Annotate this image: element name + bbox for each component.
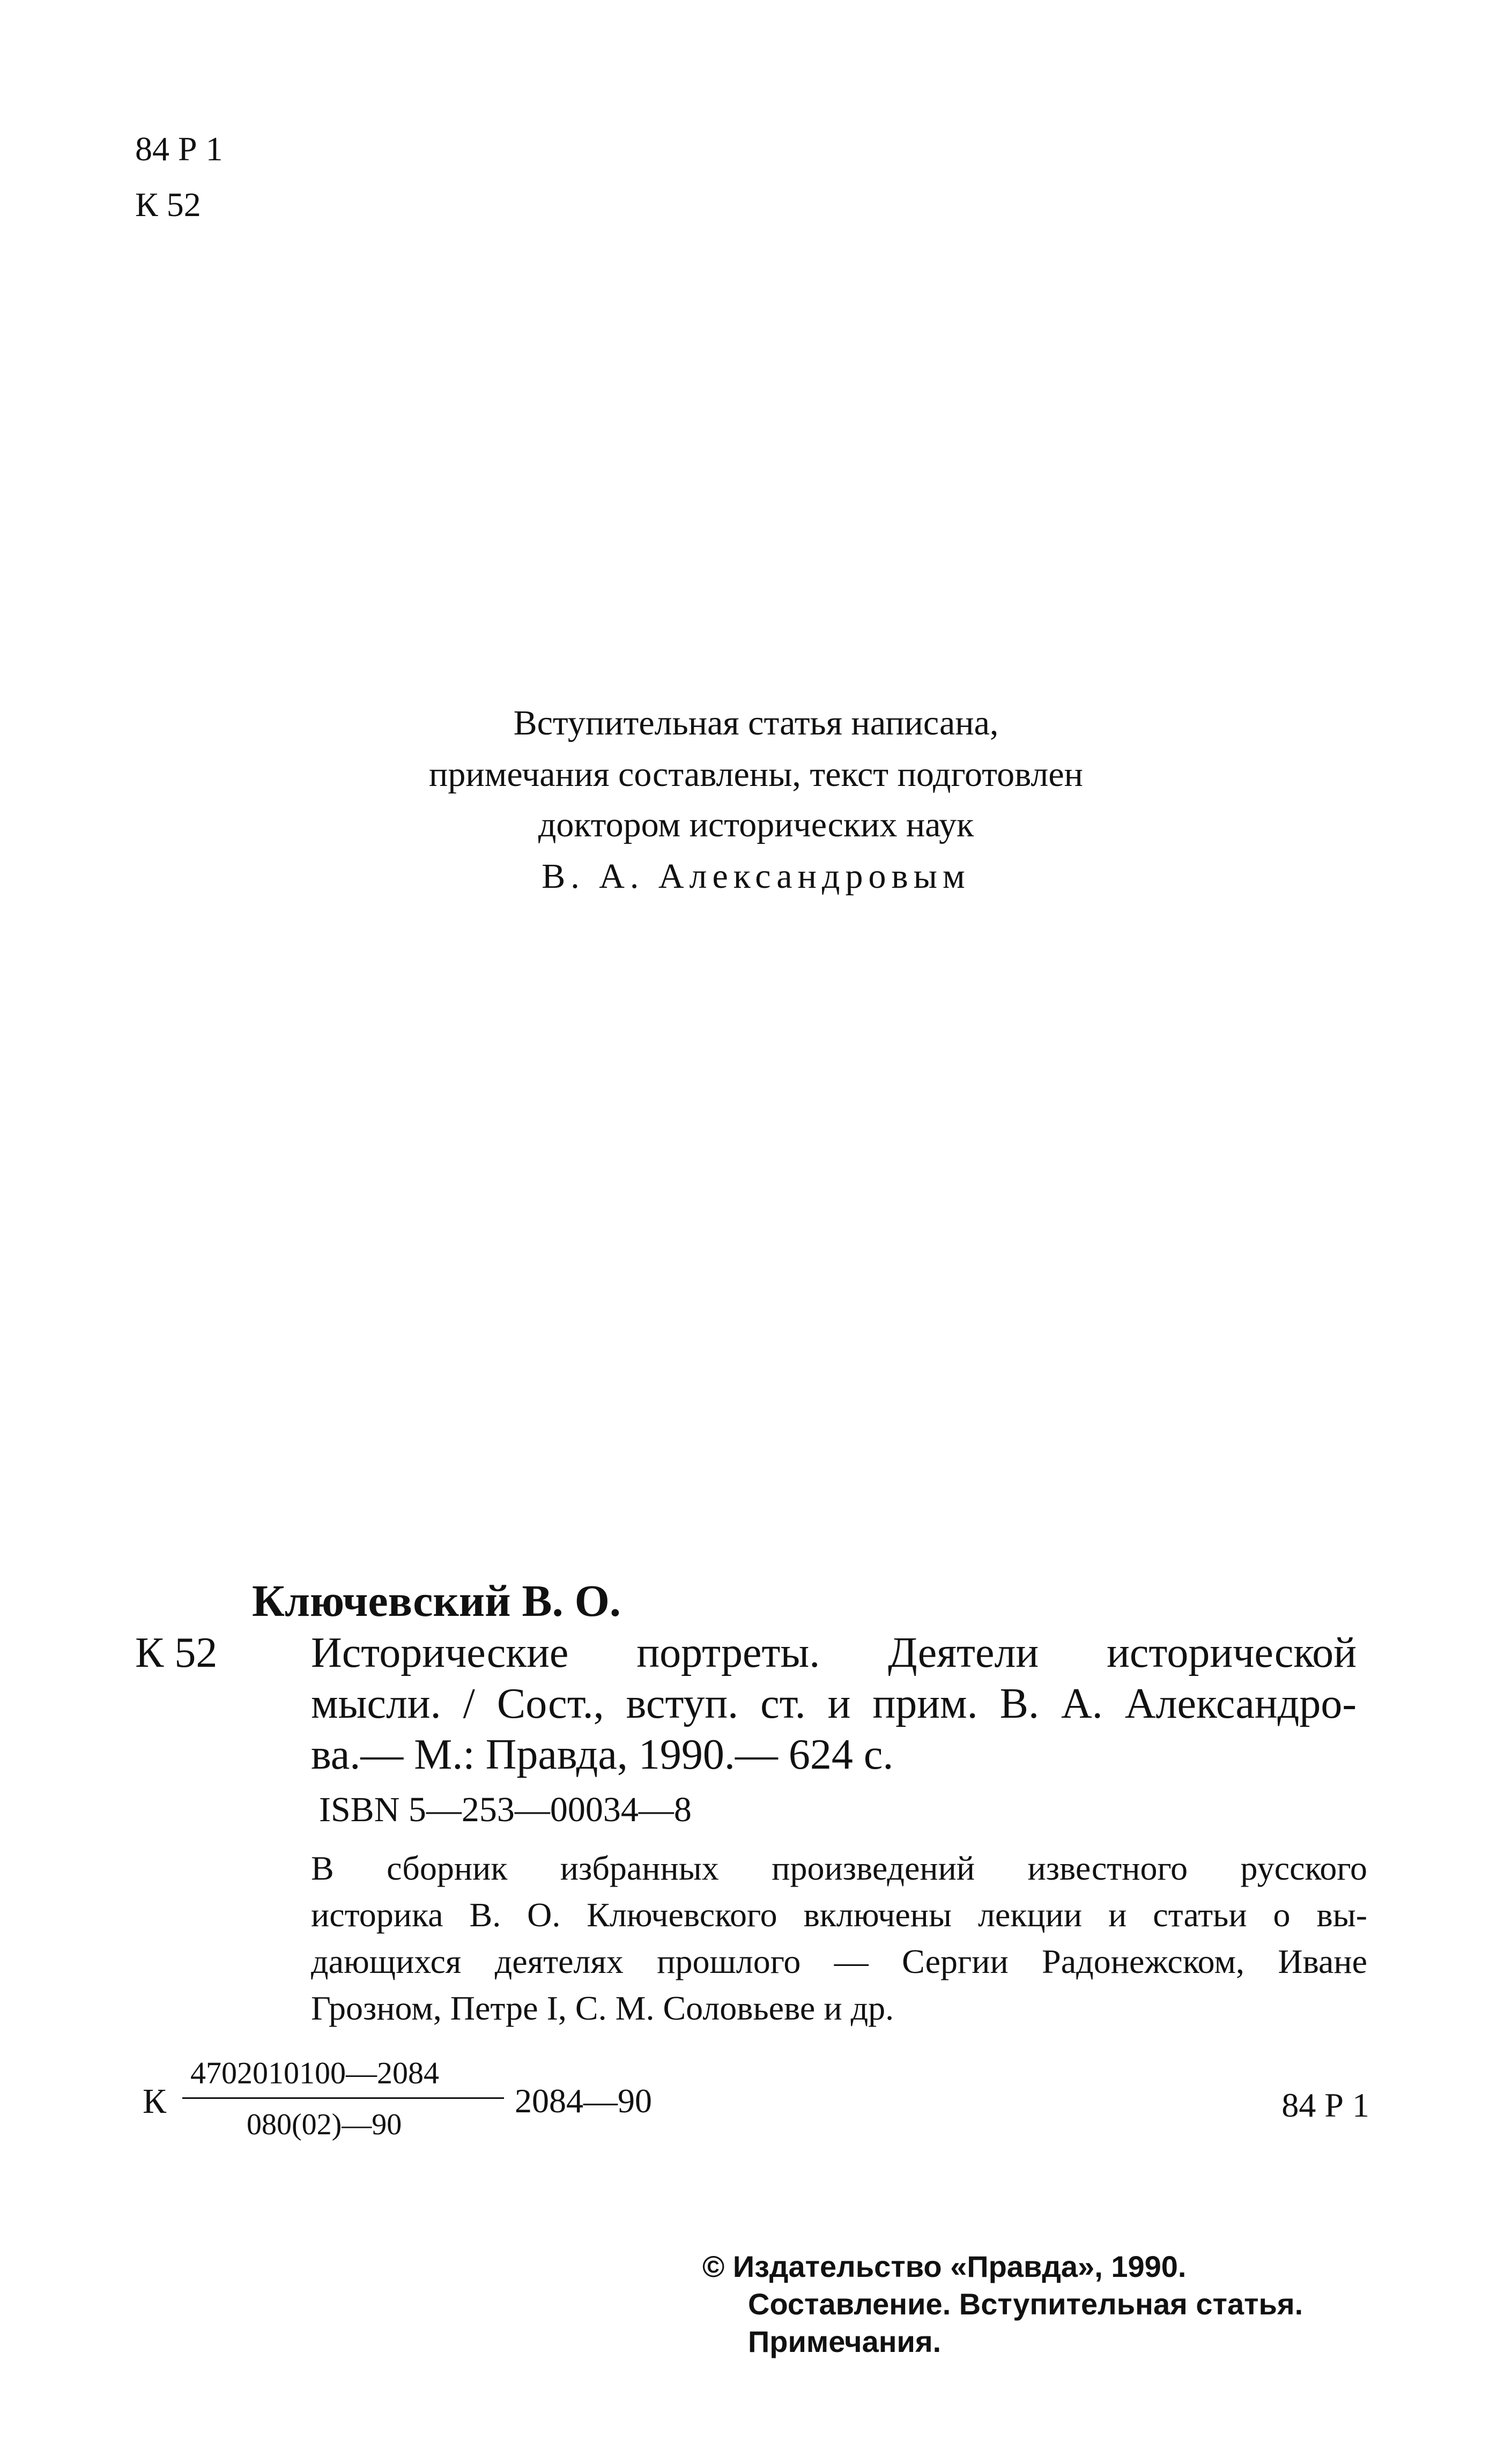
formula-right: 2084—90 [515,2082,652,2120]
copyright-line: Примечания. [748,2325,942,2358]
formula-denominator: 080(02)—90 [247,2108,402,2141]
classification-bottom: 84 Р 1 [1281,2086,1369,2124]
credits-editor-name: В. А. Александровым [542,857,970,896]
formula-letter: К [143,2082,167,2121]
catalog-code: К 52 [135,1629,218,1676]
annotation-line: дающихся деятелях прошлого — Сергии Радонежском, Иване [311,1942,1367,1980]
annotation-line: историка В. О. Ключевского включены лекции и статьи о вы- [311,1896,1367,1934]
catalog-author: Ключевский В. О. [252,1576,621,1626]
credits-line: примечания составлены, текст подготовлен [429,755,1083,794]
credits-line: Вступительная статья написана, [513,703,999,743]
copyright-line: © Издательство «Правда», 1990. [702,2250,1187,2283]
copyright-line: Составление. Вступительная статья. [748,2287,1303,2321]
formula-fraction-line [182,2097,504,2099]
isbn: ISBN 5—253—00034—8 [319,1790,692,1829]
bibliographic-line: Исторические портреты. Деятели исторической [311,1629,1357,1676]
annotation-line: В сборник избранных произведений известного русского [311,1849,1367,1887]
credits-line: доктором исторических наук [538,805,974,844]
annotation-line: Грозном, Петре I, С. М. Соловьеве и др. [311,1989,894,2027]
bibliographic-line: мысли. / Сост., вступ. ст. и прим. В. А. Александро- [311,1680,1357,1727]
classification-code: 84 Р 1 [135,130,223,168]
bibliographic-line: ва.— М.: Правда, 1990.— 624 с. [311,1731,894,1778]
author-mark: К 52 [135,185,201,224]
formula-numerator: 4702010100—2084 [190,2055,439,2090]
